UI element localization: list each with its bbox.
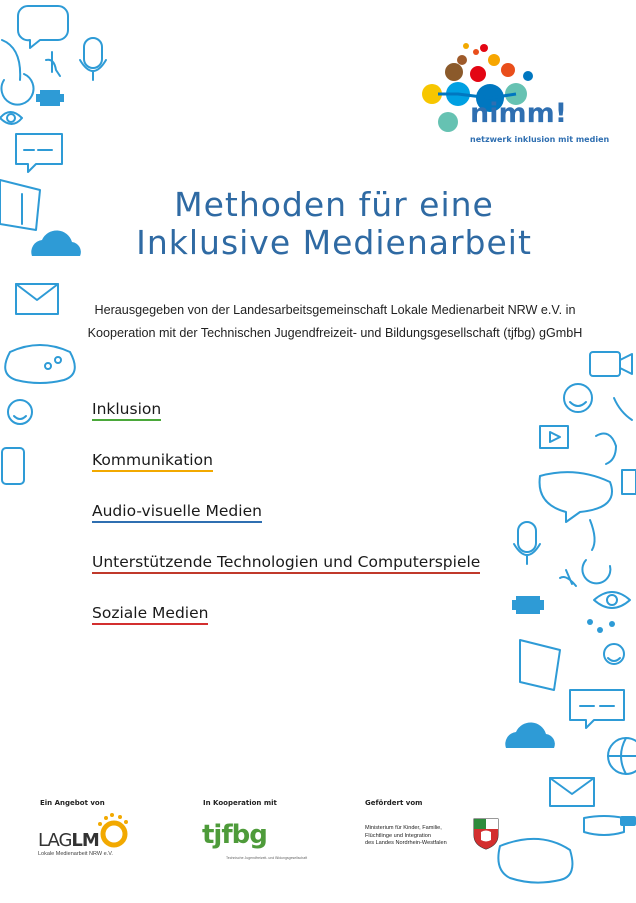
hand-icon: [46, 52, 60, 76]
cooperation-label: In Kooperation mit: [203, 799, 277, 807]
publisher-note: [60, 299, 610, 345]
funded-label: Gefördert vom: [365, 799, 423, 807]
link-soziale-medien[interactable]: [92, 602, 480, 653]
envelope-icon-right: [550, 778, 594, 806]
ministry-line-2: Flüchtlinge und Integration: [365, 832, 431, 839]
handset-icon: [614, 398, 632, 420]
microphone-icon: [84, 38, 102, 68]
chat-icon-right: [570, 690, 624, 728]
chat-icon: [16, 134, 62, 172]
microphone-icon-right: [518, 522, 536, 552]
smiley-icon: [8, 400, 32, 424]
link-label: Kommunikation: [92, 451, 213, 472]
eye-icon: [0, 112, 22, 124]
ministry-line-3: des Landes Nordrhein-Westfalen: [365, 840, 447, 846]
offer-label: Ein Angebot von: [40, 799, 105, 807]
smiley-icon-right: [564, 384, 592, 412]
link-label: Unterstützende Technologien und Computerspiele: [92, 553, 480, 574]
wheelchair-icon-right: [582, 520, 610, 583]
cloud-upload-icon-right: [505, 722, 555, 748]
phone-icon: [2, 448, 24, 484]
globe-icon: [608, 738, 636, 774]
controller-icon-right: [498, 839, 572, 883]
wheelchair-icon: [1, 40, 33, 105]
title-line-2: Inklusive Medienarbeit: [136, 223, 532, 262]
space-invader-icon-right: [512, 596, 544, 614]
ministry-text: [365, 825, 475, 848]
link-label: Audio-visuelle Medien: [92, 502, 262, 523]
speech-bubble-icon: [18, 6, 68, 48]
lag-lm-wordmark: [38, 830, 99, 851]
ministry-line-1: Ministerium für Kinder, Familie,: [365, 825, 442, 831]
publisher-line-2: Kooperation mit der Technischen Jugendfreizeit- und Bildungsgesellschaft (tjfbg) gGmbH: [87, 326, 583, 340]
envelope-icon: [16, 284, 58, 314]
link-label: Soziale Medien: [92, 604, 208, 625]
controller-icon: [5, 345, 75, 383]
nimm-logo-graphic: [418, 38, 598, 148]
lag-lm-subtitle: Lokale Medienarbeit NRW e.V.: [38, 851, 113, 857]
nimm-tagline: netzwerk inklusion mit medien: [470, 135, 610, 144]
speech-bubble-icon-right: [540, 472, 612, 522]
projector-icon-right: [520, 640, 560, 690]
page-title: [0, 186, 636, 262]
play-window-icon: [540, 426, 568, 448]
nimm-wordmark: nimm!: [470, 98, 568, 129]
lag-prefix: LAG: [38, 830, 72, 851]
tjfbg-subtitle: Technische Jugendfreizeit- und Bildungsgesellschaft: [226, 856, 308, 860]
link-inklusion[interactable]: [92, 398, 480, 449]
eye-icon-right: [594, 592, 630, 608]
link-unterstuetzende-technologien[interactable]: [92, 551, 480, 602]
link-label: Inklusion: [92, 400, 161, 421]
link-audio-visuelle-medien[interactable]: [92, 500, 480, 551]
link-kommunikation[interactable]: [92, 449, 480, 500]
chapter-links: [92, 398, 480, 653]
glasses-icon: [584, 816, 624, 835]
video-camera-icon: [590, 352, 620, 376]
space-invader-icon: [36, 90, 64, 106]
publisher-line-1: Herausgegeben von der Landesarbeitsgemeinschaft Lokale Medienarbeit NRW e.V. in: [94, 303, 576, 317]
ear-icon: [596, 434, 616, 464]
title-line-1: Methoden für eine: [174, 185, 494, 224]
nrw-crest-icon: [473, 818, 499, 850]
tjfbg-logo: tjfbg: [202, 820, 267, 850]
lag-bold: LM: [71, 830, 99, 851]
hand-icon-right: [560, 570, 576, 586]
